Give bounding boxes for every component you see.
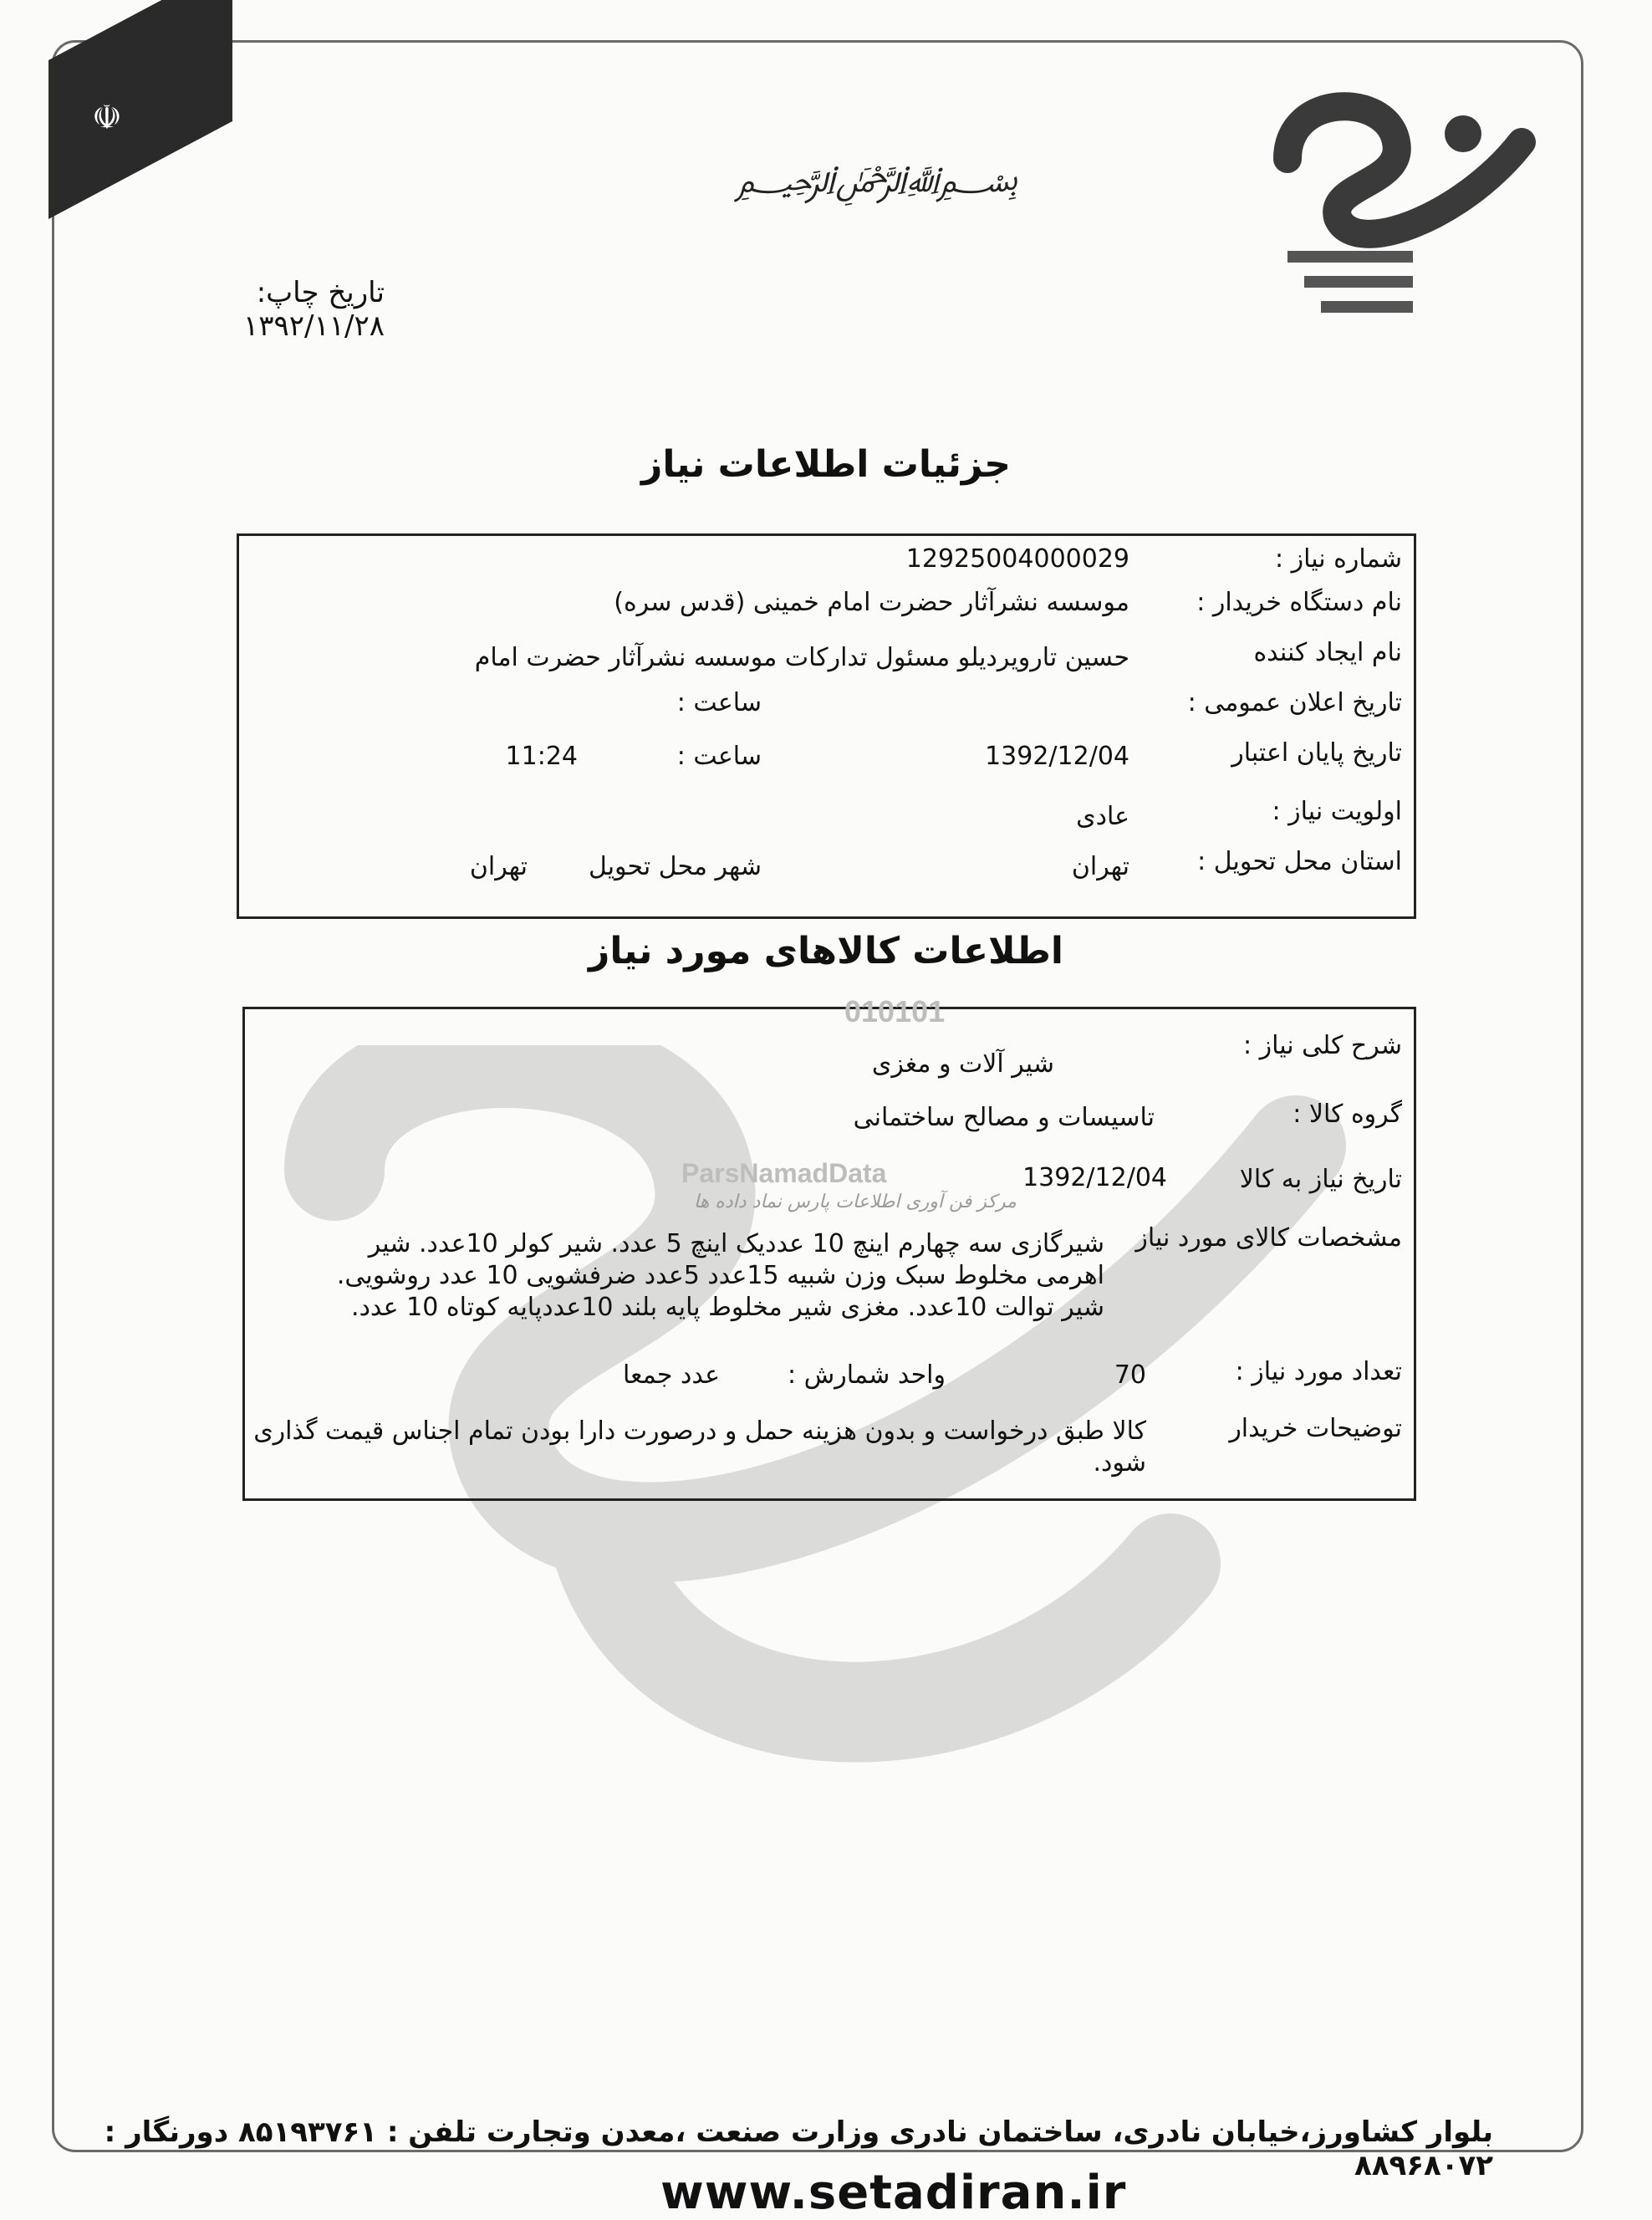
expiry-date-label: تاریخ پایان اعتبار xyxy=(1231,738,1402,768)
section-title-goods: اطلاعات کالاهای مورد نیاز xyxy=(589,930,1063,972)
section-title-need-details: جزئیات اطلاعات نیاز xyxy=(641,443,1011,486)
priority-label: اولویت نیاز : xyxy=(1272,797,1402,826)
announce-time-label: ساعت : xyxy=(676,688,762,717)
province-value: تهران xyxy=(1071,852,1129,881)
goods-desc-label: شرح کلی نیاز : xyxy=(1242,1031,1402,1060)
setad-logo xyxy=(1254,59,1555,360)
need-number-label: شماره نیاز : xyxy=(1274,544,1402,574)
print-date: تاریخ چاپ: ۱۳۹۲/۱۱/۲۸ xyxy=(242,276,385,343)
buyer-notes-text xyxy=(252,1416,1146,1479)
province-label: استان محل تحویل : xyxy=(1197,847,1402,876)
announce-date-label: تاریخ اعلان عمومی : xyxy=(1187,688,1402,717)
notes-line: کالا طبق درخواست و بدون هزینه حمل و درصورت دارا بودن تمام اجناس قیمت گذاری xyxy=(253,1416,1146,1446)
goods-unit-value: عدد جمعا xyxy=(622,1360,720,1390)
need-number-value: 12925004000029 xyxy=(905,544,1129,574)
goods-details-box xyxy=(242,1007,1416,1501)
goods-spec-label: مشخصات کالای مورد نیاز xyxy=(1135,1223,1402,1253)
city-value: تهران xyxy=(469,852,528,881)
expiry-time-value: 11:24 xyxy=(505,742,578,771)
footer-url[interactable]: www.setadiran.ir xyxy=(660,2166,1127,2220)
spec-line: شیر توالت 10عدد. مغزی شیر مخلوط پایه بلند 10عددپایه کوتاه 10 عدد. xyxy=(351,1293,1104,1322)
creator-label: نام ایجاد کننده xyxy=(1253,638,1402,667)
goods-group-label: گروه کالا : xyxy=(1293,1100,1402,1129)
goods-desc-value: شیر آلات و مغزی xyxy=(871,1049,1054,1079)
city-label: شهر محل تحویل xyxy=(588,852,762,881)
notes-line: شود. xyxy=(1093,1448,1146,1477)
goods-qty-value: 70 xyxy=(1114,1360,1146,1390)
priority-value: عادی xyxy=(1076,802,1129,831)
goods-spec-text xyxy=(252,1228,1104,1324)
expiry-date-value: 1392/12/04 xyxy=(985,742,1129,771)
creator-value: حسین تارویردیلو مسئول تدارکات موسسه نشرآثار حضرت امام xyxy=(474,643,1129,672)
goods-group-value: تاسیسات و مصالح ساختمانی xyxy=(853,1103,1155,1132)
buyer-label: نام دستگاه خریدار : xyxy=(1196,588,1402,617)
goods-date-label: تاریخ نیاز به کالا xyxy=(1239,1165,1402,1194)
goods-unit-label: واحد شمارش : xyxy=(787,1360,946,1390)
goods-date-value: 1392/12/04 xyxy=(1022,1163,1167,1192)
watermark-digits: 010101 xyxy=(844,994,946,1028)
buyer-notes-label: توضیحات خریدار xyxy=(1229,1414,1402,1443)
spec-line: اهرمی مخلوط سبک وزن شبیه 15عدد 5عدد ضرفشویی 10 عدد روشویی. xyxy=(336,1261,1104,1290)
bismillah-calligraphy: ﷽ xyxy=(736,158,1018,201)
watermark-brand: ParsNamadData xyxy=(681,1158,887,1188)
spec-line: شیرگازی سه چهارم اینچ 10 عددیک اینچ 5 عدد. شیر کولر 10عدد. شیر xyxy=(368,1229,1104,1258)
emblem-icon: ☫ xyxy=(92,99,122,137)
buyer-value: موسسه نشرآثار حضرت امام خمینی (قدس سره) xyxy=(614,588,1129,617)
expiry-time-label: ساعت : xyxy=(676,742,762,771)
need-details-box xyxy=(237,533,1416,919)
footer-address: بلوار کشاورز،خیابان نادری، ساختمان نادری وزارت صنعت ،معدن وتجارت تلفن : ۸۵۱۹۳۷۶۱ دورنگار : ۸۸۹۶۸۰۷۲ xyxy=(104,2115,1493,2182)
watermark-caption: مرکز فن آوری اطلاعات پارس نماد داده ها xyxy=(694,1192,1017,1212)
goods-qty-label: تعداد مورد نیاز : xyxy=(1235,1357,1402,1386)
